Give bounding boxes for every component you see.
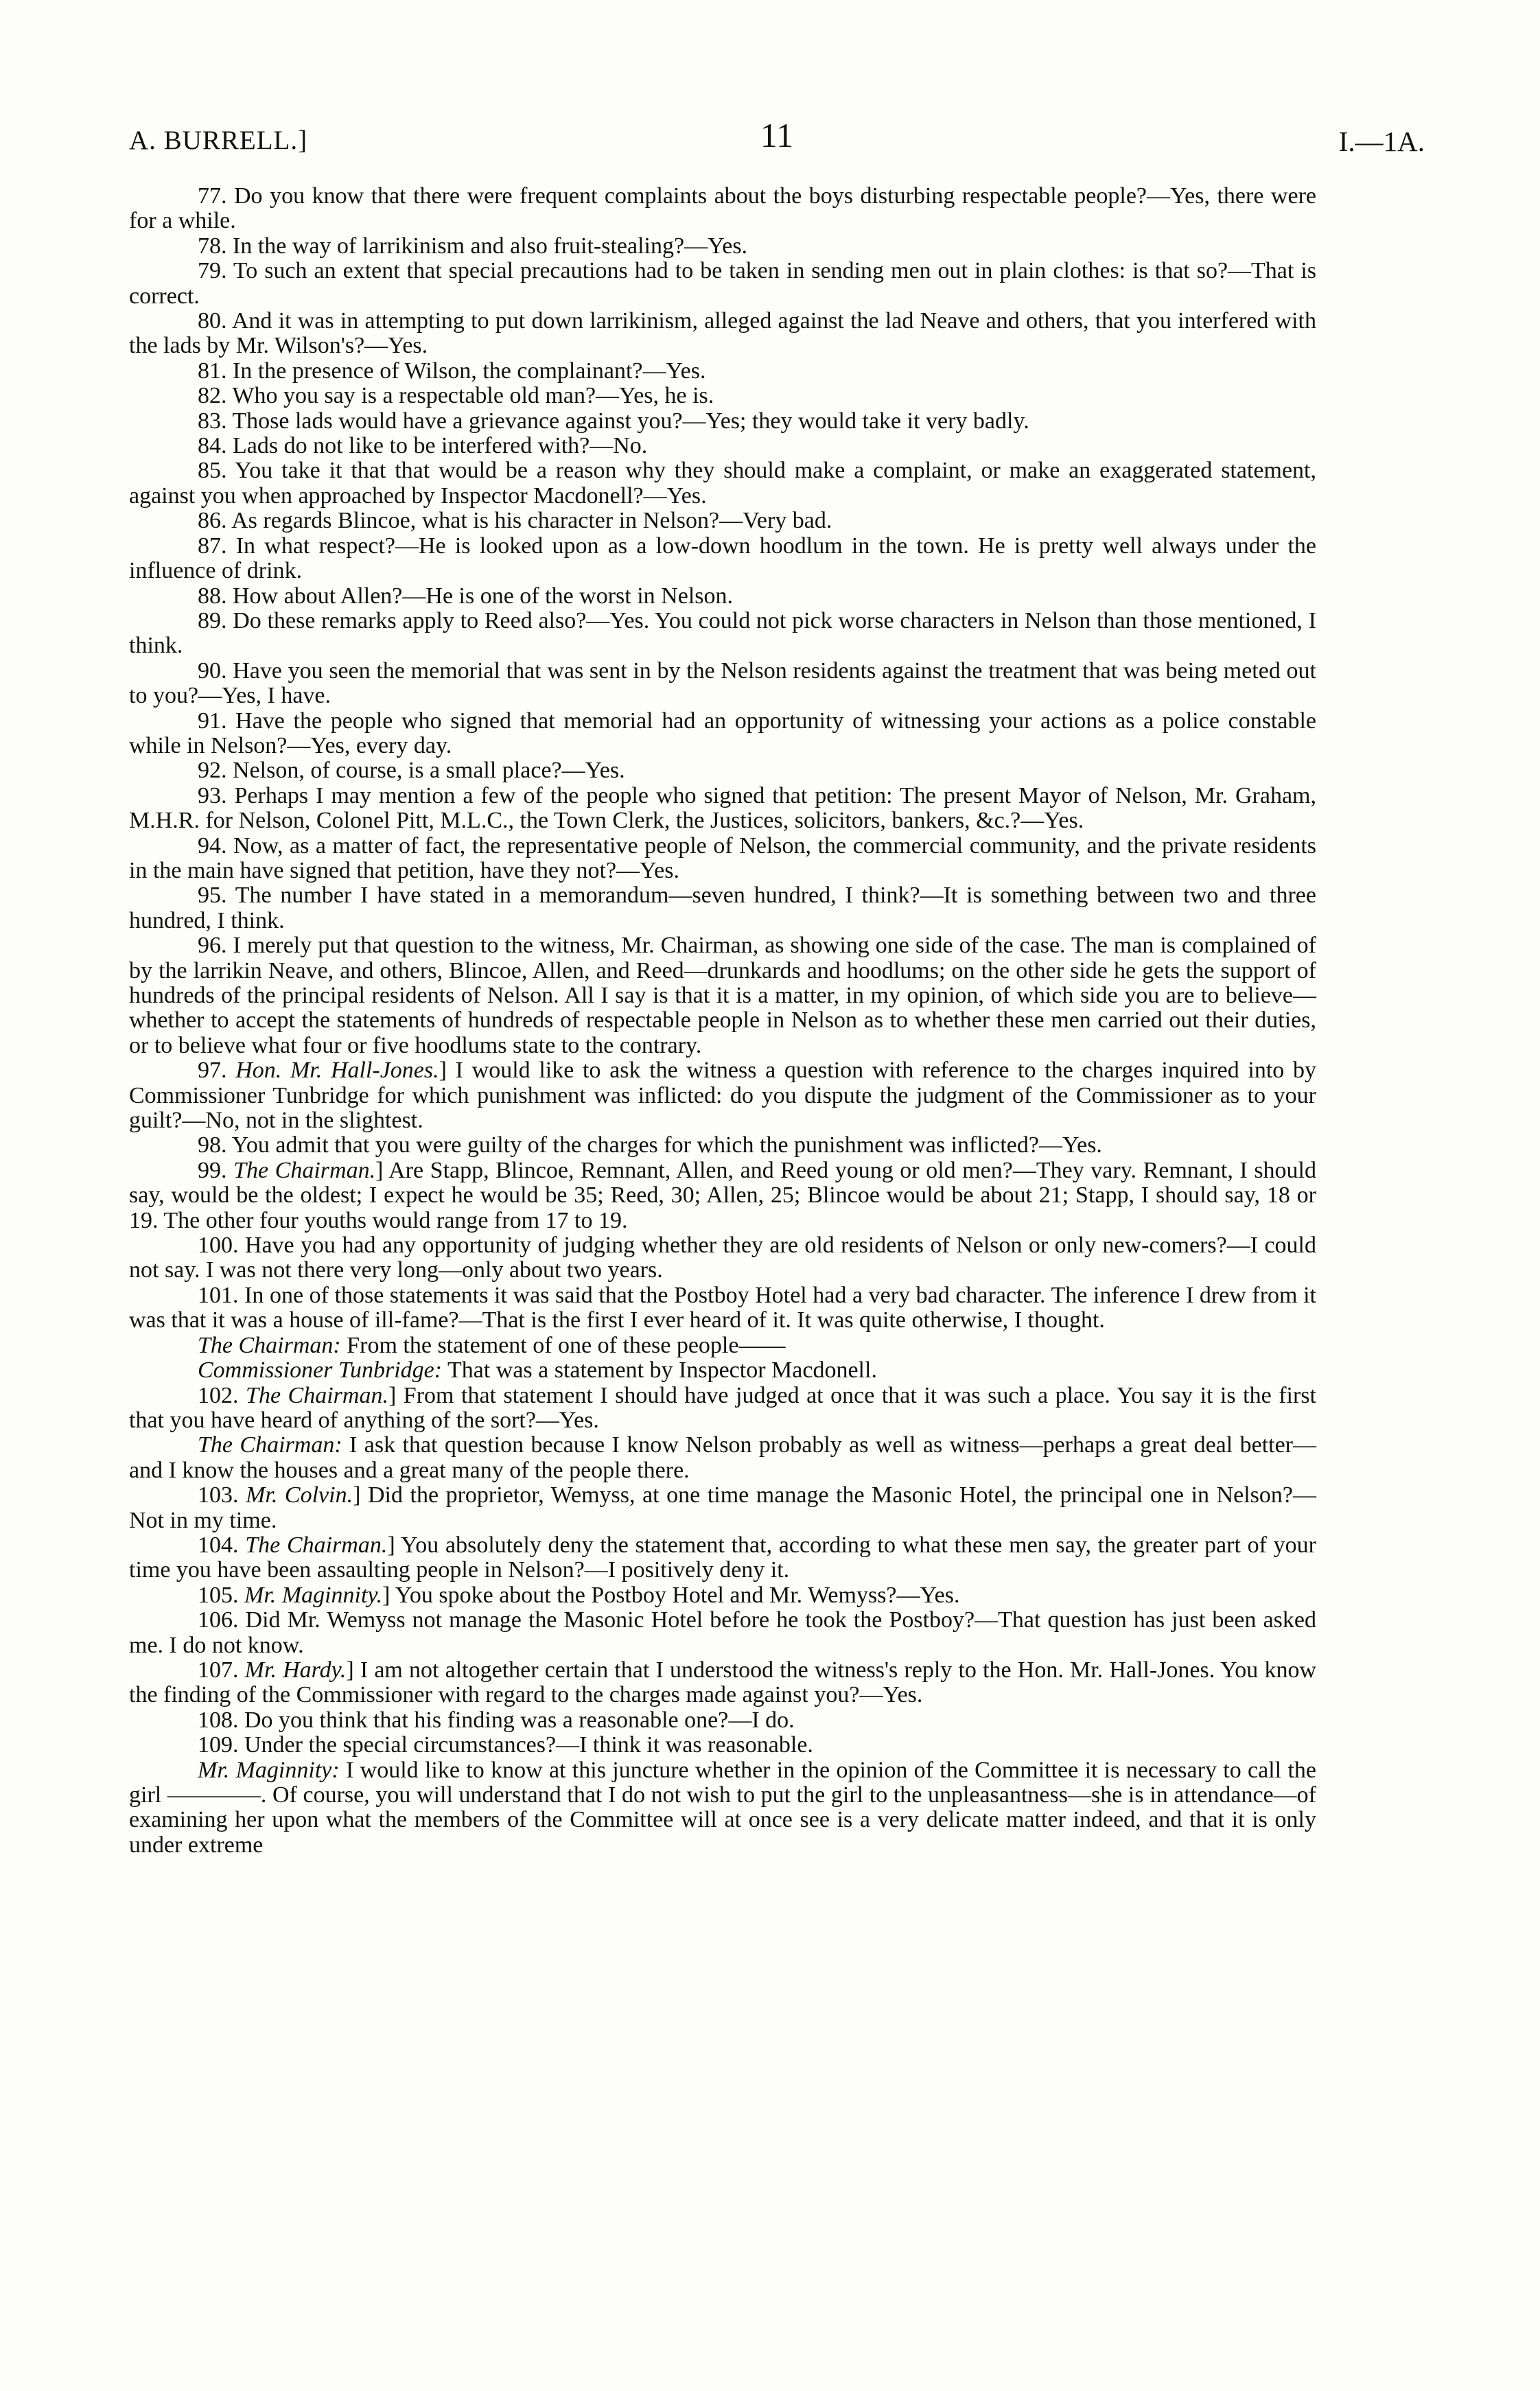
paragraph [129, 1283, 1316, 1333]
paragraph-text: ] You spoke about the Postboy Hotel and Mr. Wemyss?—Yes. [382, 1582, 960, 1608]
paragraph [129, 184, 1316, 234]
paragraph-text: 92. Nelson, of course, is a small place?—Yes. [198, 758, 625, 784]
paragraph [129, 1333, 1316, 1358]
paragraph [129, 1158, 1316, 1233]
paragraph [129, 1233, 1316, 1283]
paragraph [129, 1658, 1316, 1708]
paragraph [129, 384, 1316, 408]
paragraph [129, 659, 1316, 709]
page-number: 11 [760, 116, 794, 154]
question-number: 107. [198, 1657, 245, 1683]
paragraph [129, 1483, 1316, 1533]
paragraph [129, 1533, 1316, 1583]
paragraph-text: ] I am not altogether certain that I understood the witness's reply to the Hon. Mr. Hall-Jones. You know the finding of the Commissioner with regard to the charges made against you?—Yes. [129, 1657, 1316, 1708]
paragraph-text: ] From that statement I should have judged at once that it was such a place. You say it is the first that you have heard of anything of the sort?—Yes. [129, 1382, 1317, 1433]
paragraph [129, 534, 1316, 584]
paragraph [129, 1433, 1316, 1483]
paragraph-text: 90. Have you seen the memorial that was sent in by the Nelson residents against the treatment that was being meted out to you?—Yes, I have. [129, 657, 1316, 709]
paragraph-text: ] Did the proprietor, Wemyss, at one time manage the Masonic Hotel, the principal one in Nelson?—Not in my time. [129, 1482, 1316, 1533]
page-header [129, 115, 1425, 163]
paragraph-text: 77. Do you know that there were frequent complaints about the boys disturbing respectable people?—Yes, there were for a while. [129, 183, 1316, 234]
paragraph [129, 609, 1316, 659]
paragraph-text: 82. Who you say is a respectable old man?—Yes, he is. [198, 383, 714, 409]
paragraph-text: ] Are Stapp, Blincoe, Remnant, Allen, and Reed young or old men?—They vary. Remnant, I should say, would be the oldest; I expect he would be 35; Reed, 30; Allen, 25; Blincoe would be about 21; Stapp, I should say, 18 or 19. The other four youths would range from 17 to 19. [129, 1157, 1317, 1233]
paragraph [129, 1358, 1316, 1383]
paragraph [129, 434, 1316, 458]
header-author: A. BURRELL.] [129, 126, 308, 155]
paragraph-text: 106. Did Mr. Wemyss not manage the Masonic Hotel before he took the Postboy?—That question has just been asked me. I do not know. [129, 1607, 1316, 1658]
paragraph-text: 91. Have the people who signed that memorial had an opportunity of witnessing your actions as a police constable while in Nelson?—Yes, every day. [129, 708, 1316, 758]
question-number: 105. [198, 1582, 244, 1608]
paragraph [129, 883, 1316, 933]
paragraph-text: 79. To such an extent that special precautions had to be taken in sending men out in plain clothes: is that so?—That is correct. [129, 258, 1316, 309]
question-number: 99. [198, 1157, 234, 1183]
paragraph-text: 95. The number I have stated in a memorandum—seven hundred, I think?—It is something between two and three hundred, I think. [129, 883, 1316, 933]
paragraph [129, 458, 1316, 509]
paragraph [129, 234, 1316, 259]
speaker-name: The Chairman. [246, 1382, 388, 1408]
question-number: 97. [198, 1058, 236, 1084]
paragraph-text: ] You absolutely deny the statement that, according to what these men say, the greater part of your time you have been assaulting people in Nelson?—I positively deny it. [129, 1532, 1317, 1583]
question-number: 103. [198, 1482, 246, 1508]
paragraph-text: 80. And it was in attempting to put down larrikinism, alleged against the lad Neave and others, that you interfered with the lads by Mr. Wilson's?—Yes. [129, 308, 1316, 359]
paragraph [129, 1058, 1316, 1133]
speaker-name: Mr. Colvin. [246, 1482, 353, 1508]
paragraph-text: 96. I merely put that question to the witness, Mr. Chairman, as showing one side of the case. The man is complained of by the larrikin Neave, and others, Blincoe, Allen, and Reed—drunkards and hoodlums; on the other side he gets the support of hundreds of the principal residents of Nelson. All I say is that it is a matter, in my opinion, of which side you are to believe—whether to accept the statements of hundreds of respectable people in Nelson as to whether these men carried out their duties, or to believe what four or five hoodlums state to the contrary. [129, 933, 1316, 1058]
paragraph-text: 87. In what respect?—He is looked upon as a low-down hoodlum in the town. He is pretty well always under the influence of drink. [129, 533, 1316, 584]
paragraph [129, 1758, 1316, 1858]
paragraph [129, 1708, 1316, 1733]
paragraph [129, 409, 1316, 434]
paragraph-text: 86. As regards Blincoe, what is his character in Nelson?—Very bad. [198, 508, 832, 534]
speaker-name: The Chairman. [245, 1532, 388, 1558]
paragraph [129, 1133, 1316, 1158]
paragraph [129, 1733, 1316, 1758]
paragraph [129, 1384, 1316, 1434]
speaker-name: The Chairman: [198, 1332, 341, 1358]
speaker-name: The Chairman: [198, 1432, 342, 1458]
speaker-name: Hon. Mr. Hall-Jones. [235, 1058, 439, 1084]
paragraph [129, 584, 1316, 609]
question-number: 102. [198, 1382, 246, 1408]
paragraph-text: That was a statement by Inspector Macdonell. [442, 1357, 877, 1384]
paragraph-text: 83. Those lads would have a grievance against you?—Yes; they would take it very badly. [198, 408, 1029, 434]
paragraph [129, 1583, 1316, 1608]
document-body [129, 184, 1316, 1858]
paragraph [129, 259, 1316, 309]
paragraph-text: 93. Perhaps I may mention a few of the people who signed that petition: The present Mayor of Nelson, Mr. Graham, M.H.R. for Nelson, Colonel Pitt, M.L.C., the Town Clerk, the Justices, solicitors, bankers, &c.?—Yes. [129, 782, 1316, 834]
paragraph-text: 81. In the presence of Wilson, the complainant?—Yes. [198, 358, 706, 384]
speaker-name: Commissioner Tunbridge: [198, 1357, 443, 1384]
speaker-name: Mr. Hardy. [244, 1657, 347, 1683]
paragraph [129, 1608, 1316, 1658]
header-paper-ref: I.—1A. [1338, 126, 1425, 157]
paragraph-text: 100. Have you had any opportunity of judging whether they are old residents of Nelson or only new-comers?—I could not say. I was not there very long—only about two years. [129, 1233, 1316, 1283]
paragraph-text: I would like to know at this juncture whether in the opinion of the Committee it is necessary to call the girl ————. Of course, you will understand that I do not wish to put the girl to the unpleasantness—she is in attendance—of examining her upon what the members of the Committee will at once see is a very delicate matter indeed, and that it is only under extreme [129, 1757, 1316, 1858]
question-number: 104. [198, 1532, 246, 1558]
speaker-name: Mr. Maginnity. [244, 1582, 383, 1608]
paragraph-text: 98. You admit that you were guilty of the charges for which the punishment was inflicted?—Yes. [198, 1132, 1102, 1158]
speaker-name: The Chairman. [233, 1157, 376, 1183]
paragraph-text: ] I would like to ask the witness a question with reference to the charges inquired into by Commissioner Tunbridge for which punishment was inflicted: do you dispute the judgment of the Commissioner as to your guilt?—No, not in the slightest. [129, 1058, 1316, 1134]
paragraph-text: I ask that question because I know Nelson probably as well as witness—perhaps a great deal better—and I know the houses and a great many of the people there. [129, 1432, 1316, 1483]
paragraph-text: 101. In one of those statements it was said that the Postboy Hotel had a very bad character. The inference I drew from it was that it was a house of ill-fame?—That is the first I ever heard of it. It was quite otherwise, I thought. [129, 1282, 1316, 1333]
paragraph [129, 709, 1316, 759]
paragraph [129, 758, 1316, 783]
paragraph [129, 933, 1316, 1058]
paragraph-text: From the statement of one of these people—— [340, 1332, 786, 1358]
speaker-name: Mr. Maginnity: [198, 1757, 340, 1783]
paragraph [129, 834, 1316, 884]
paragraph-text: 109. Under the special circumstances?—I think it was reasonable. [198, 1732, 813, 1758]
paragraph-text: 89. Do these remarks apply to Reed also?—Yes. You could not pick worse characters in Nelson than those mentioned, I think. [129, 607, 1316, 659]
paragraph-text: 88. How about Allen?—He is one of the worst in Nelson. [198, 583, 733, 609]
paragraph-text: 84. Lads do not like to be interfered with?—No. [198, 433, 648, 459]
paragraph-text: 108. Do you think that his finding was a reasonable one?—I do. [198, 1707, 795, 1733]
paragraph [129, 509, 1316, 533]
paragraph-text: 78. In the way of larrikinism and also fruit-stealing?—Yes. [198, 233, 748, 259]
paragraph-text: 85. You take it that that would be a reason why they should make a complaint, or make an exaggerated statement, against you when approached by Inspector Macdonell?—Yes. [129, 458, 1316, 509]
paragraph [129, 784, 1316, 834]
paragraph [129, 359, 1316, 384]
paragraph [129, 309, 1316, 359]
paragraph-text: 94. Now, as a matter of fact, the representative people of Nelson, the commercial community, and the private residents in the main have signed that petition, have they not?—Yes. [129, 832, 1316, 883]
